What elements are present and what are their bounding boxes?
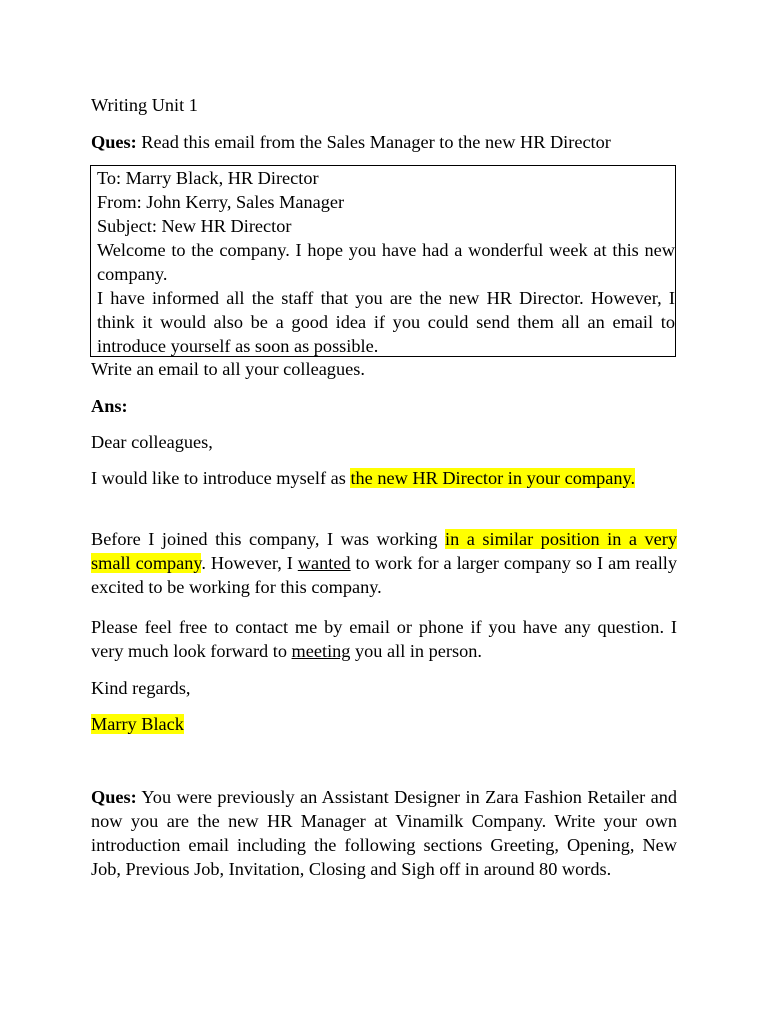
p3-text-a: Please feel free to contact me by email or phone if you have any question. I very much look forward to bbox=[91, 617, 677, 661]
document-title: Writing Unit 1 bbox=[91, 95, 198, 115]
question-2-label: Ques: bbox=[91, 787, 137, 807]
question-1 bbox=[91, 130, 677, 154]
p2-underline: wanted bbox=[297, 553, 351, 573]
email-body-1: Welcome to the company. I hope you have had a wonderful week at this new company. bbox=[97, 240, 675, 284]
task-instruction: Write an email to all your colleagues. bbox=[91, 359, 365, 379]
answer-label-text: Ans: bbox=[91, 396, 128, 416]
p1-highlight: the new HR Director in your company. bbox=[350, 468, 636, 488]
p2-text-b: . However, I bbox=[201, 553, 298, 573]
answer-greeting: Dear colleagues, bbox=[91, 432, 213, 452]
p2-text-a: Before I joined this company, I was working bbox=[91, 529, 445, 549]
answer-signature bbox=[91, 712, 677, 736]
question-2-text: You were previously an Assistant Designer in Zara Fashion Retailer and now you are the new HR Manager at Vinamilk Company. Write your own introduction email including the following sections Greeting, Opening, New Job, Previous Job, Invitation, Closing and Sigh off in around 80 words. bbox=[91, 787, 677, 879]
p2-text-c: to work for a larger company so I am really excited to be working for this company. bbox=[91, 553, 677, 597]
p1-text: I would like to introduce myself as bbox=[91, 468, 351, 488]
p3-underline: meeting bbox=[291, 641, 351, 661]
answer-paragraph-3 bbox=[91, 615, 677, 663]
answer-closing: Kind regards, bbox=[91, 678, 191, 698]
answer-paragraph-1 bbox=[91, 466, 677, 490]
question-1-text: Read this email from the Sales Manager to the new HR Director bbox=[136, 132, 611, 152]
p2-highlight: in a similar position in a very small company bbox=[91, 529, 677, 573]
question-1-label: Ques: bbox=[91, 132, 137, 152]
answer-paragraph-2 bbox=[91, 527, 677, 599]
email-to: To: Marry Black, HR Director bbox=[97, 168, 319, 188]
p3-text-b: you all in person. bbox=[350, 641, 482, 661]
answer-label bbox=[91, 394, 677, 418]
question-2 bbox=[91, 785, 677, 881]
email-box bbox=[90, 165, 676, 357]
email-from: From: John Kerry, Sales Manager bbox=[97, 192, 345, 212]
email-body-2: I have informed all the staff that you are the new HR Director. However, I think it would also be a good idea if you could send them all an email to introduce yourself as soon as possible. bbox=[97, 288, 675, 356]
email-subject: Subject: New HR Director bbox=[97, 216, 292, 236]
signature-highlight: Marry Black bbox=[91, 714, 184, 734]
